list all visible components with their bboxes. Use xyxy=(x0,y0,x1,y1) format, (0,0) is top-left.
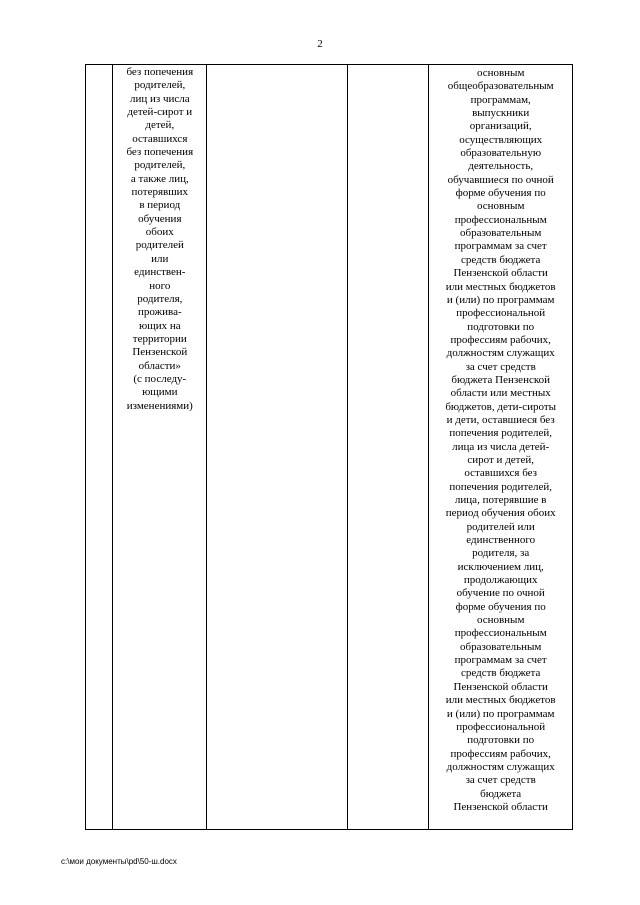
text-line: бюджета Пензенской xyxy=(451,373,551,386)
text-line: единствен- xyxy=(134,266,186,279)
text-line: Пензенской xyxy=(132,346,188,359)
text-line: оставшихся xyxy=(132,132,188,145)
text-line: организаций, xyxy=(469,120,532,133)
text-line: форме обучения по xyxy=(455,187,546,200)
text-line: изменениями) xyxy=(126,399,193,412)
text-line: обучения xyxy=(138,212,182,225)
text-line: и (или) по программам xyxy=(446,293,555,306)
text-line: Пензенской области xyxy=(453,800,548,813)
document-name-text xyxy=(113,65,206,413)
text-line: единственного xyxy=(466,534,536,547)
text-line: должностям служащих xyxy=(446,760,555,773)
text-line: основным xyxy=(476,200,525,213)
text-line: профессиям рабочих, xyxy=(450,333,551,346)
text-line: родителя, за xyxy=(472,547,530,560)
text-line: за счет средств xyxy=(465,774,536,787)
text-line: ющими xyxy=(142,386,178,399)
text-line: средств бюджета xyxy=(461,253,541,266)
table-cell-empty xyxy=(207,65,348,830)
text-line: бюджетов, дети-сироты xyxy=(445,400,557,413)
text-line: родителей xyxy=(135,239,184,252)
text-line: обучение по очной xyxy=(456,587,545,600)
text-line: профессиональной xyxy=(456,307,546,320)
text-line: общеобразовательным xyxy=(447,80,554,93)
page-number: 2 xyxy=(317,38,323,50)
text-line: основным xyxy=(476,614,525,627)
text-line: родителя, xyxy=(137,292,183,305)
document-table xyxy=(85,64,573,830)
text-line: ного xyxy=(149,279,171,292)
text-line: (с последу- xyxy=(133,372,187,385)
text-line: потерявших xyxy=(131,186,189,199)
text-line: Пензенской области xyxy=(453,680,548,693)
text-line: лиц из числа xyxy=(129,92,190,105)
text-line: родителей, xyxy=(134,79,186,92)
text-line: образовательную xyxy=(460,147,542,160)
text-line: должностям служащих xyxy=(446,347,555,360)
text-line: программам за счет xyxy=(454,240,547,253)
category-description-text xyxy=(429,65,572,814)
text-line: территории xyxy=(132,332,187,345)
text-line: родителей или xyxy=(466,520,535,533)
text-line: программам за счет xyxy=(454,654,547,667)
text-line: оставшихся без xyxy=(464,467,538,480)
text-line: период обучения обоих xyxy=(445,507,556,520)
text-line: Пензенской области xyxy=(453,267,548,280)
text-line: и (или) по программам xyxy=(446,707,555,720)
text-line: родителей, xyxy=(134,159,186,172)
text-line: попечения родителей, xyxy=(449,480,553,493)
text-line: области» xyxy=(138,359,181,372)
text-line: прожива- xyxy=(137,306,182,319)
table-cell-document-name xyxy=(113,65,207,830)
text-line: деятельность, xyxy=(468,160,534,173)
text-line: или местных бюджетов xyxy=(445,694,556,707)
text-line: средств бюджета xyxy=(461,667,541,680)
text-line: основным xyxy=(476,67,525,79)
table-cell-number xyxy=(86,65,113,830)
text-line: выпускники xyxy=(472,107,530,120)
text-line: лица из числа детей- xyxy=(452,440,550,453)
text-line: области или местных xyxy=(450,387,551,400)
text-line: или xyxy=(151,252,169,265)
text-line: попечения родителей, xyxy=(449,427,553,440)
text-line: бюджета xyxy=(480,787,522,800)
text-line: продолжающих xyxy=(463,574,538,587)
text-line: и дети, оставшиеся без xyxy=(446,413,555,426)
text-line: профессиональным xyxy=(454,627,547,640)
table-cell-empty xyxy=(348,65,429,830)
text-line: образовательным xyxy=(460,640,542,653)
text-line: профессиональным xyxy=(454,213,547,226)
text-line: профессиям рабочих, xyxy=(450,747,551,760)
text-line: детей-сирот и xyxy=(127,106,193,119)
text-line: профессиональной xyxy=(456,720,546,733)
table-cell-category-description xyxy=(429,65,573,830)
text-line: осуществляющих xyxy=(459,133,543,146)
text-line: в период xyxy=(139,199,181,212)
text-line: образовательным xyxy=(460,227,542,240)
table-row xyxy=(86,65,573,830)
text-line: а также лиц, xyxy=(130,172,189,185)
text-line: без попечения xyxy=(126,146,194,159)
text-line: лица, потерявшие в xyxy=(454,494,547,506)
text-line: или местных бюджетов xyxy=(445,280,556,293)
text-line: ющих на xyxy=(139,319,181,332)
text-line: подготовки по xyxy=(467,320,535,333)
text-line: без попечения xyxy=(126,66,194,78)
text-line: форме обучения по xyxy=(455,600,546,613)
text-line: программам, xyxy=(470,93,531,106)
text-line: сирот и детей, xyxy=(467,453,534,466)
text-line: подготовки по xyxy=(467,734,535,747)
text-line: обоих xyxy=(145,226,174,239)
text-line: детей, xyxy=(145,119,175,132)
footer-file-path: c:\мои документы\pd\50-ш.docx xyxy=(61,857,177,866)
text-line: за счет средств xyxy=(465,360,536,373)
text-line: исключением лиц, xyxy=(457,560,544,573)
text-line: обучавшиеся по очной xyxy=(447,173,554,186)
